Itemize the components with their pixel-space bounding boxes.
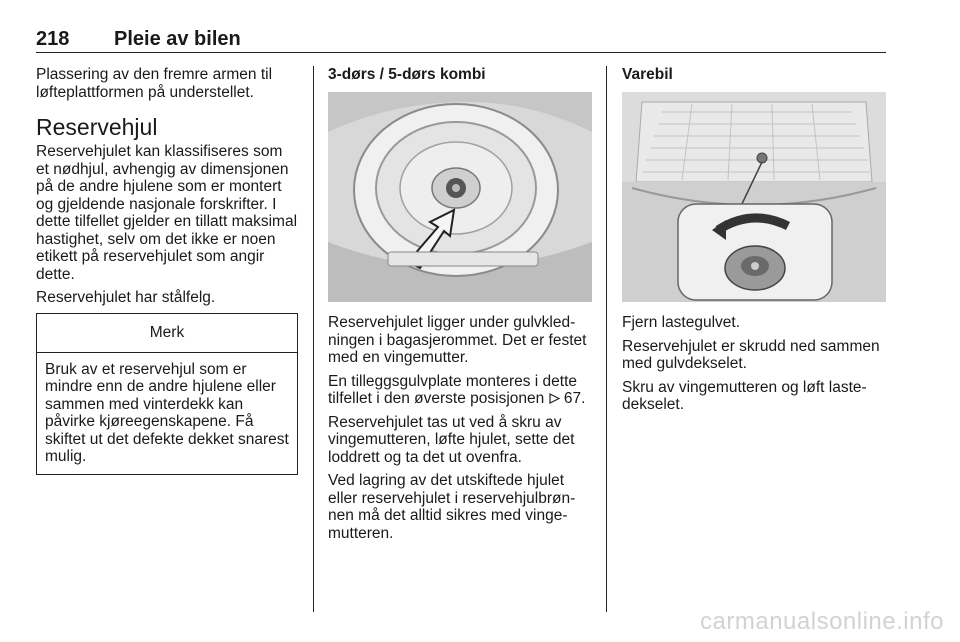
paragraph: Reservehjulet har stålfelg. [36, 289, 216, 306]
column-right [622, 66, 886, 420]
column-divider [313, 66, 314, 612]
paragraph: Reservehjulet tas ut ved å skru av vingemutteren, løfte hjulet, sette det loddrett og ta det ut ovenfra. [328, 413, 575, 466]
page-header [36, 28, 886, 53]
paragraph-text: En tilleggsgulvplate monteres i dette tilfellet i den øverste posisjonen [328, 372, 578, 407]
intro-paragraph: Plassering av den fremre armen til løfteplattformen på understellet. [36, 66, 273, 101]
column-left [36, 66, 298, 475]
section-heading: Reservehjul [36, 114, 158, 140]
column-divider [606, 66, 607, 612]
page-number: 218 [36, 28, 70, 50]
paragraph: Reservehjulet ligger under gulvkled-ningen i bagasjerommet. Det er festet med en vingemutter. [328, 314, 587, 366]
page-title: Pleie av bilen [114, 28, 241, 50]
spare-wheel-trunk-illustration [328, 92, 592, 302]
paragraph: Reservehjulet kan klassifiseres som et nødhjul, avhengig av dimensjonen på de andre hjulene som er montert og gjeldende nasjonale forskrifter. I dette tilfellet gjelder en tillatt maksimal hastighet, selv om det ikke er noen etikett på reservehjulet som angir dette. [36, 143, 298, 283]
subheading: 3-dørs / 5-dørs kombi [328, 66, 486, 83]
van-cargo-floor-illustration [622, 92, 886, 302]
paragraph: Fjern lastegulvet. [622, 314, 741, 331]
paragraph: Skru av vingemutteren og løft laste-dekselet. [622, 378, 867, 413]
triangle-ref-icon [549, 393, 560, 404]
subheading: Varebil [622, 66, 673, 83]
paragraph: Ved lagring av det utskiftede hjulet eller reservehjulet i reservehjulbrøn-nen må det alltid sikres med vinge-mutteren. [328, 472, 576, 542]
paragraph: Reservehjulet er skrudd ned sammen med gulvdekselet. [622, 337, 880, 372]
page-reference[interactable]: 67. [563, 390, 586, 407]
note-body: Bruk av et reservehjul som er mindre enn de andre hjulene eller sammen med vinterdekk kan påvirke kjøreegenskapene. Få skiftet ut det defekte dekket snarest mulig. [45, 360, 289, 465]
note-box [36, 313, 298, 475]
paragraph [328, 373, 592, 408]
watermark: carmanualsonline.info [700, 608, 944, 635]
column-middle [328, 66, 592, 548]
note-title: Merk [37, 314, 297, 353]
